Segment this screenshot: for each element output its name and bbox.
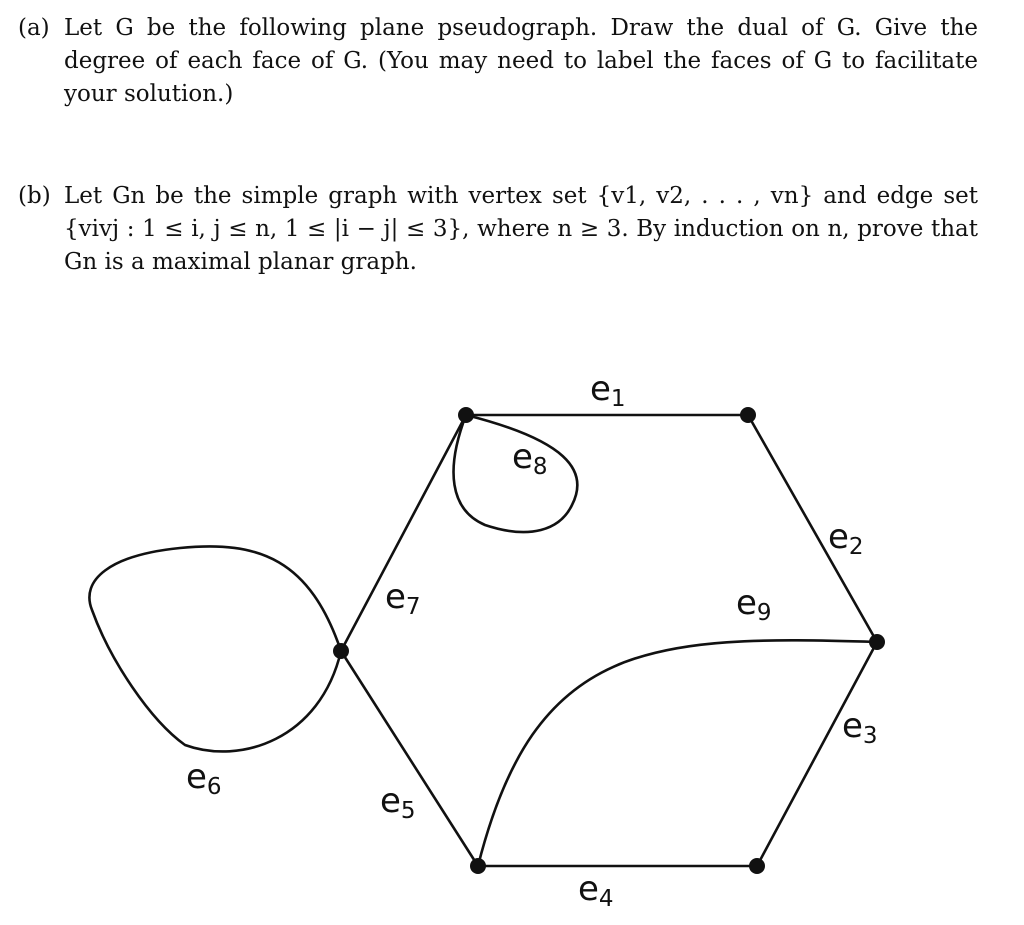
vertex (458, 407, 474, 423)
edge-label-e9: e9 (736, 583, 772, 626)
edge-label-e8: e8 (512, 437, 548, 480)
part-a-text: Let G be the following plane pseudograph. Draw the dual of G. Give the degree of each face of G. (You may need to label the faces of G to facilitate your solution.) (64, 15, 978, 107)
vertex (740, 407, 756, 423)
vertex (333, 643, 349, 659)
vertex (869, 634, 885, 650)
edge-label-e1: e1 (590, 369, 626, 412)
part-b-text: Let Gn be the simple graph with vertex set {v1, v2, . . . , vn} and edge set {vivj : 1 ≤ i, j ≤ n, 1 ≤ |i − j| ≤ 3}, where n ≥ 3. By induction on n, prove that Gn is a maximal planar graph. (64, 183, 978, 275)
part-b-label: (b) (18, 183, 51, 209)
edge-e3 (757, 642, 877, 866)
vertex (749, 858, 765, 874)
vertex (470, 858, 486, 874)
edge-label-e3: e3 (842, 706, 878, 749)
edge-label-e6: e6 (186, 757, 222, 800)
edge-label-e4: e4 (578, 869, 614, 912)
edge-e5 (341, 651, 478, 866)
part-a-label: (a) (18, 15, 50, 41)
edge-e6-loop (89, 546, 341, 751)
edge-label-e2: e2 (828, 517, 864, 560)
edge-label-e5: e5 (380, 781, 416, 824)
edge-label-e7: e7 (385, 577, 421, 620)
